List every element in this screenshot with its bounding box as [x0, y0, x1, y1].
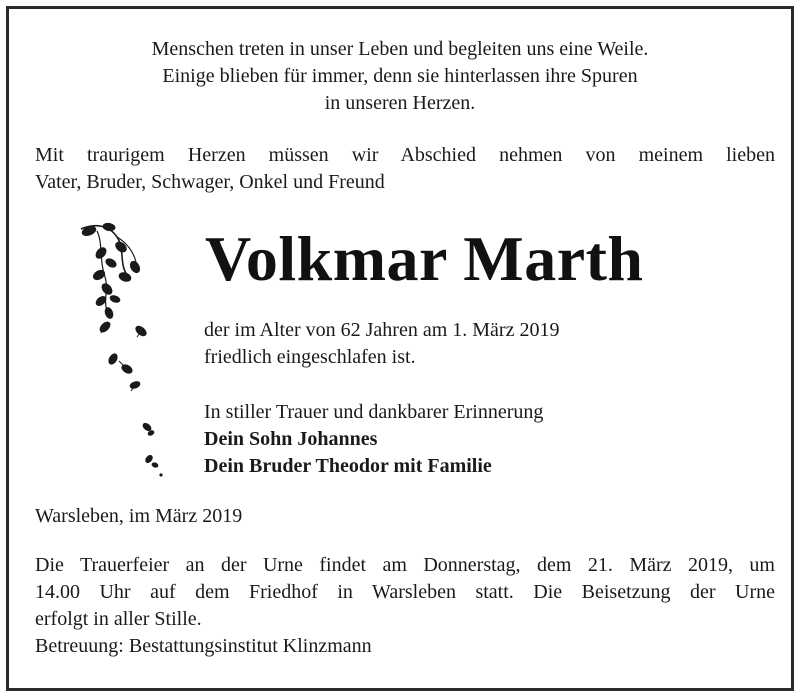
service-details: [35, 552, 775, 660]
falling-leaves-icon: [75, 219, 165, 484]
mourners-block: [204, 399, 543, 480]
age-line: friedlich eingeschlafen ist.: [204, 346, 416, 368]
funeral-home: Betreuung: Bestattungsinstitut Klinzmann: [35, 635, 372, 657]
mourner-brother: Dein Bruder Theodor mit Familie: [204, 455, 492, 477]
age-statement: [204, 317, 559, 371]
obituary-frame: [6, 6, 794, 691]
service-line: 14.00 Uhr auf dem Friedhof in Warsleben statt. Die Beisetzung der Urne: [35, 581, 775, 603]
poem: [9, 36, 791, 117]
deceased-name: Volkmar Marth: [205, 223, 644, 294]
poem-line: Menschen treten in unser Leben und begleiten uns eine Weile.: [151, 38, 649, 60]
place-date: Warsleben, im März 2019: [35, 505, 243, 527]
service-line: Die Trauerfeier an der Urne findet am Donnerstag, dem 21. März 2019, um: [35, 554, 775, 576]
intro-text: [35, 142, 775, 196]
age-line: der im Alter von 62 Jahren am 1. März 2019: [204, 319, 560, 341]
intro-line: Vater, Bruder, Schwager, Onkel und Freund: [35, 171, 385, 193]
mourner-son: Dein Sohn Johannes: [204, 428, 378, 450]
intro-line: Mit traurigem Herzen müssen wir Abschied nehmen von meinem lieben: [35, 144, 775, 166]
poem-line: in unseren Herzen.: [324, 92, 476, 114]
mourners-intro: In stiller Trauer und dankbarer Erinnerung: [204, 401, 544, 423]
poem-line: Einige blieben für immer, denn sie hinterlassen ihre Spuren: [162, 65, 638, 87]
service-line: erfolgt in aller Stille.: [35, 608, 202, 630]
